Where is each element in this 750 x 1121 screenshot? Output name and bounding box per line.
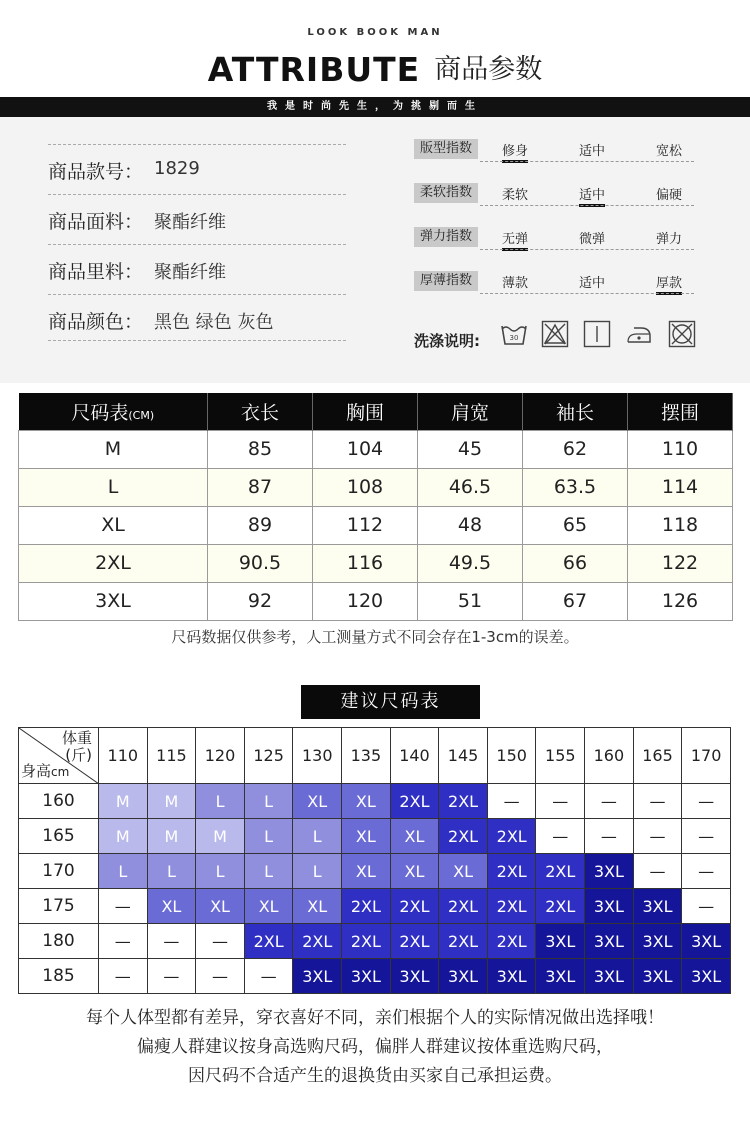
size-label-cell: XL [19, 506, 208, 544]
size-suggestion-cell: 2XL [342, 889, 391, 924]
size-suggestion-cell: L [196, 784, 245, 819]
washing-label: 洗涤说明: [414, 332, 480, 350]
size-suggestion-cell: 3XL [633, 889, 682, 924]
size-suggestion-cell: 3XL [585, 889, 634, 924]
empty-suggestion-cell: — [147, 959, 196, 994]
index-option: 弹力 [656, 232, 683, 247]
weight-header-cell: 120 [196, 728, 245, 784]
recommend-title: 建议尺码表 [301, 685, 480, 719]
size-suggestion-cell: 2XL [439, 784, 488, 819]
size-suggestion-cell: 2XL [439, 889, 488, 924]
svg-text:30: 30 [509, 334, 519, 342]
index-option: 适中 [579, 184, 605, 207]
index-divider [480, 293, 694, 294]
size-suggestion-cell: XL [342, 784, 391, 819]
index-option: 厚款 [656, 272, 682, 295]
size-table-header-size: 尺码表(CM) [19, 393, 208, 430]
empty-suggestion-cell: — [99, 889, 148, 924]
index-option: 微弹 [579, 232, 606, 247]
size-suggestion-cell: XL [147, 889, 196, 924]
size-label-cell: L [19, 468, 208, 506]
iron-low-icon [625, 320, 653, 348]
size-table-header-cell: 摆围 [628, 393, 733, 430]
size-value-cell: 126 [628, 582, 733, 620]
weight-header-cell: 135 [342, 728, 391, 784]
height-header-cell: 160 [19, 784, 99, 819]
index-option: 柔软 [502, 188, 529, 203]
attribute-value: 1829 [154, 158, 200, 179]
slogan-band: 我是时尚先生，为挑剔而生 [0, 97, 750, 117]
size-value-cell: 104 [313, 430, 418, 468]
table-row [19, 854, 731, 889]
size-value-cell: 108 [313, 468, 418, 506]
size-suggestion-cell: 3XL [536, 959, 585, 994]
weight-header-cell: 160 [585, 728, 634, 784]
size-table-header-cell: 衣长 [208, 393, 313, 430]
weight-header-cell: 145 [439, 728, 488, 784]
height-header-cell: 170 [19, 854, 99, 889]
weight-header-cell: 140 [390, 728, 439, 784]
lookbook-subtitle: LOOK BOOK MAN [307, 27, 443, 38]
attribute-row [48, 194, 346, 240]
title-english: ATTRIBUTE [207, 50, 421, 89]
size-value-cell: 110 [628, 430, 733, 468]
weight-header-cell: 110 [99, 728, 148, 784]
size-value-cell: 49.5 [418, 544, 523, 582]
recommend-note-line: 每个人体型都有差异，穿衣喜好不同，亲们根据个人的实际情况做出选择哦！ [86, 1008, 664, 1028]
size-suggestion-cell: XL [390, 819, 439, 854]
table-row [19, 506, 733, 544]
size-value-cell: 112 [313, 506, 418, 544]
size-table-note: 尺码数据仅供参考，人工测量方式不同会存在1-3cm的误差。 [171, 628, 579, 646]
size-suggestion-cell: 2XL [390, 889, 439, 924]
table-row [19, 544, 733, 582]
size-label-cell: 3XL [19, 582, 208, 620]
empty-suggestion-cell: — [682, 854, 731, 889]
empty-suggestion-cell: — [99, 924, 148, 959]
size-suggestion-cell: 2XL [487, 924, 536, 959]
size-suggestion-cell: 2XL [244, 924, 293, 959]
weight-axis-label: 体重 (斤) [61, 729, 92, 764]
wash-30-icon [500, 320, 528, 348]
weight-header-cell: 165 [633, 728, 682, 784]
height-axis-label: 身高cm [21, 762, 70, 780]
table-row [19, 924, 731, 959]
empty-suggestion-cell: — [536, 819, 585, 854]
size-suggestion-cell: 3XL [682, 924, 731, 959]
size-suggestion-cell: M [196, 819, 245, 854]
size-suggestion-cell: 2XL [439, 819, 488, 854]
empty-suggestion-cell: — [682, 819, 731, 854]
weight-header-cell: 170 [682, 728, 731, 784]
attribute-value: 聚酯纤维 [154, 262, 226, 283]
size-value-cell: 89 [208, 506, 313, 544]
no-bleach-icon [541, 320, 569, 348]
table-row [19, 889, 731, 924]
index-row [414, 225, 694, 255]
size-suggestion-cell: 2XL [487, 854, 536, 889]
size-table [18, 393, 733, 621]
empty-suggestion-cell: — [585, 784, 634, 819]
height-header-cell: 175 [19, 889, 99, 924]
index-row [414, 181, 694, 211]
size-suggestion-cell: XL [390, 854, 439, 889]
size-value-cell: 45 [418, 430, 523, 468]
index-label: 厚薄指数 [414, 271, 478, 291]
table-row [19, 582, 733, 620]
size-suggestion-cell: 3XL [585, 854, 634, 889]
recommend-note-line: 因尺码不合适产生的退换货由买家自己承担运费。 [188, 1066, 562, 1086]
title-chinese: 商品参数 [434, 54, 543, 85]
index-label: 版型指数 [414, 139, 478, 159]
size-value-cell: 87 [208, 468, 313, 506]
attribute-key: 商品里料： [48, 261, 144, 283]
size-suggestion-cell: 2XL [342, 924, 391, 959]
size-label-cell: M [19, 430, 208, 468]
attribute-row [48, 244, 346, 290]
size-suggestion-cell: 3XL [682, 959, 731, 994]
index-row [414, 269, 694, 299]
weight-header-cell: 130 [293, 728, 342, 784]
height-header-cell: 180 [19, 924, 99, 959]
size-value-cell: 85 [208, 430, 313, 468]
empty-suggestion-cell: — [196, 924, 245, 959]
size-suggestion-cell: 3XL [293, 959, 342, 994]
attribute-row [48, 294, 346, 340]
recommend-note-line: 偏瘦人群建议按身高选购尺码，偏胖人群建议按体重选购尺码， [137, 1037, 613, 1057]
size-value-cell: 122 [628, 544, 733, 582]
size-suggestion-cell: 3XL [487, 959, 536, 994]
weight-header-cell: 115 [147, 728, 196, 784]
weight-height-corner [19, 728, 99, 784]
index-option: 适中 [579, 144, 606, 159]
attribute-divider [48, 340, 346, 341]
hang-dry-icon [583, 320, 611, 348]
size-value-cell: 62 [523, 430, 628, 468]
empty-suggestion-cell: — [487, 784, 536, 819]
size-suggestion-cell: XL [196, 889, 245, 924]
size-suggestion-cell: L [244, 784, 293, 819]
empty-suggestion-cell: — [147, 924, 196, 959]
size-suggestion-cell: XL [293, 889, 342, 924]
size-table-header-cell: 袖长 [523, 393, 628, 430]
recommend-table [18, 727, 731, 994]
size-suggestion-cell: L [99, 854, 148, 889]
size-suggestion-cell: 2XL [439, 924, 488, 959]
index-option: 宽松 [656, 144, 683, 159]
size-value-cell: 90.5 [208, 544, 313, 582]
size-value-cell: 120 [313, 582, 418, 620]
size-suggestion-cell: 3XL [633, 959, 682, 994]
table-row [19, 468, 733, 506]
empty-suggestion-cell: — [196, 959, 245, 994]
size-value-cell: 114 [628, 468, 733, 506]
size-suggestion-cell: L [147, 854, 196, 889]
attribute-key: 商品颜色： [48, 311, 144, 333]
empty-suggestion-cell: — [633, 854, 682, 889]
attribute-value: 聚酯纤维 [154, 212, 226, 233]
index-label: 柔软指数 [414, 183, 478, 203]
table-row [19, 430, 733, 468]
height-header-cell: 185 [19, 959, 99, 994]
size-suggestion-cell: 2XL [487, 889, 536, 924]
empty-suggestion-cell: — [536, 784, 585, 819]
table-row [19, 819, 731, 854]
size-suggestion-cell: L [293, 819, 342, 854]
size-suggestion-cell: 3XL [633, 924, 682, 959]
size-suggestion-cell: L [196, 854, 245, 889]
size-suggestion-cell: 2XL [487, 819, 536, 854]
size-suggestion-cell: 2XL [390, 924, 439, 959]
size-label-cell: 2XL [19, 544, 208, 582]
index-option: 修身 [502, 140, 528, 163]
size-suggestion-cell: M [99, 784, 148, 819]
size-suggestion-cell: 2XL [293, 924, 342, 959]
empty-suggestion-cell: — [682, 889, 731, 924]
recommend-header-row [19, 728, 731, 784]
size-table-header-cell: 胸围 [313, 393, 418, 430]
empty-suggestion-cell: — [99, 959, 148, 994]
table-row [19, 959, 731, 994]
size-value-cell: 66 [523, 544, 628, 582]
size-suggestion-cell: 3XL [536, 924, 585, 959]
size-suggestion-cell: 3XL [342, 959, 391, 994]
empty-suggestion-cell: — [633, 819, 682, 854]
size-suggestion-cell: XL [293, 784, 342, 819]
attribute-value: 黑色 绿色 灰色 [154, 312, 274, 333]
no-dry-clean-icon [668, 320, 696, 348]
size-suggestion-cell: M [99, 819, 148, 854]
weight-header-cell: 125 [244, 728, 293, 784]
empty-suggestion-cell: — [682, 784, 731, 819]
size-suggestion-cell: XL [342, 819, 391, 854]
size-suggestion-cell: 3XL [585, 959, 634, 994]
index-divider [480, 249, 694, 250]
index-divider [480, 161, 694, 162]
empty-suggestion-cell: — [585, 819, 634, 854]
size-suggestion-cell: M [147, 819, 196, 854]
empty-suggestion-cell: — [633, 784, 682, 819]
weight-header-cell: 155 [536, 728, 585, 784]
index-option: 薄款 [502, 276, 529, 291]
size-value-cell: 63.5 [523, 468, 628, 506]
size-suggestion-cell: 2XL [536, 889, 585, 924]
attribute-key: 商品面料： [48, 211, 144, 233]
size-value-cell: 65 [523, 506, 628, 544]
page-title [0, 50, 750, 90]
size-value-cell: 51 [418, 582, 523, 620]
size-table-header-cell: 肩宽 [418, 393, 523, 430]
size-suggestion-cell: L [244, 854, 293, 889]
size-value-cell: 48 [418, 506, 523, 544]
index-label: 弹力指数 [414, 227, 478, 247]
index-option: 偏硬 [656, 188, 683, 203]
table-row [19, 784, 731, 819]
index-row [414, 137, 694, 167]
size-suggestion-cell: L [293, 854, 342, 889]
index-option: 无弹 [502, 228, 528, 251]
size-value-cell: 92 [208, 582, 313, 620]
size-suggestion-cell: 3XL [439, 959, 488, 994]
size-value-cell: 118 [628, 506, 733, 544]
size-suggestion-cell: 2XL [390, 784, 439, 819]
index-divider [480, 205, 694, 206]
attribute-key: 商品款号： [48, 161, 144, 183]
size-value-cell: 67 [523, 582, 628, 620]
size-suggestion-cell: M [147, 784, 196, 819]
size-suggestion-cell: 3XL [585, 924, 634, 959]
attribute-row [48, 144, 346, 190]
size-value-cell: 116 [313, 544, 418, 582]
size-suggestion-cell: XL [439, 854, 488, 889]
weight-header-cell: 150 [487, 728, 536, 784]
size-suggestion-cell: XL [244, 889, 293, 924]
empty-suggestion-cell: — [244, 959, 293, 994]
height-header-cell: 165 [19, 819, 99, 854]
size-suggestion-cell: XL [342, 854, 391, 889]
size-table-header [19, 393, 733, 430]
size-suggestion-cell: L [244, 819, 293, 854]
size-suggestion-cell: 2XL [536, 854, 585, 889]
size-value-cell: 46.5 [418, 468, 523, 506]
size-suggestion-cell: 3XL [390, 959, 439, 994]
index-option: 适中 [579, 276, 606, 291]
